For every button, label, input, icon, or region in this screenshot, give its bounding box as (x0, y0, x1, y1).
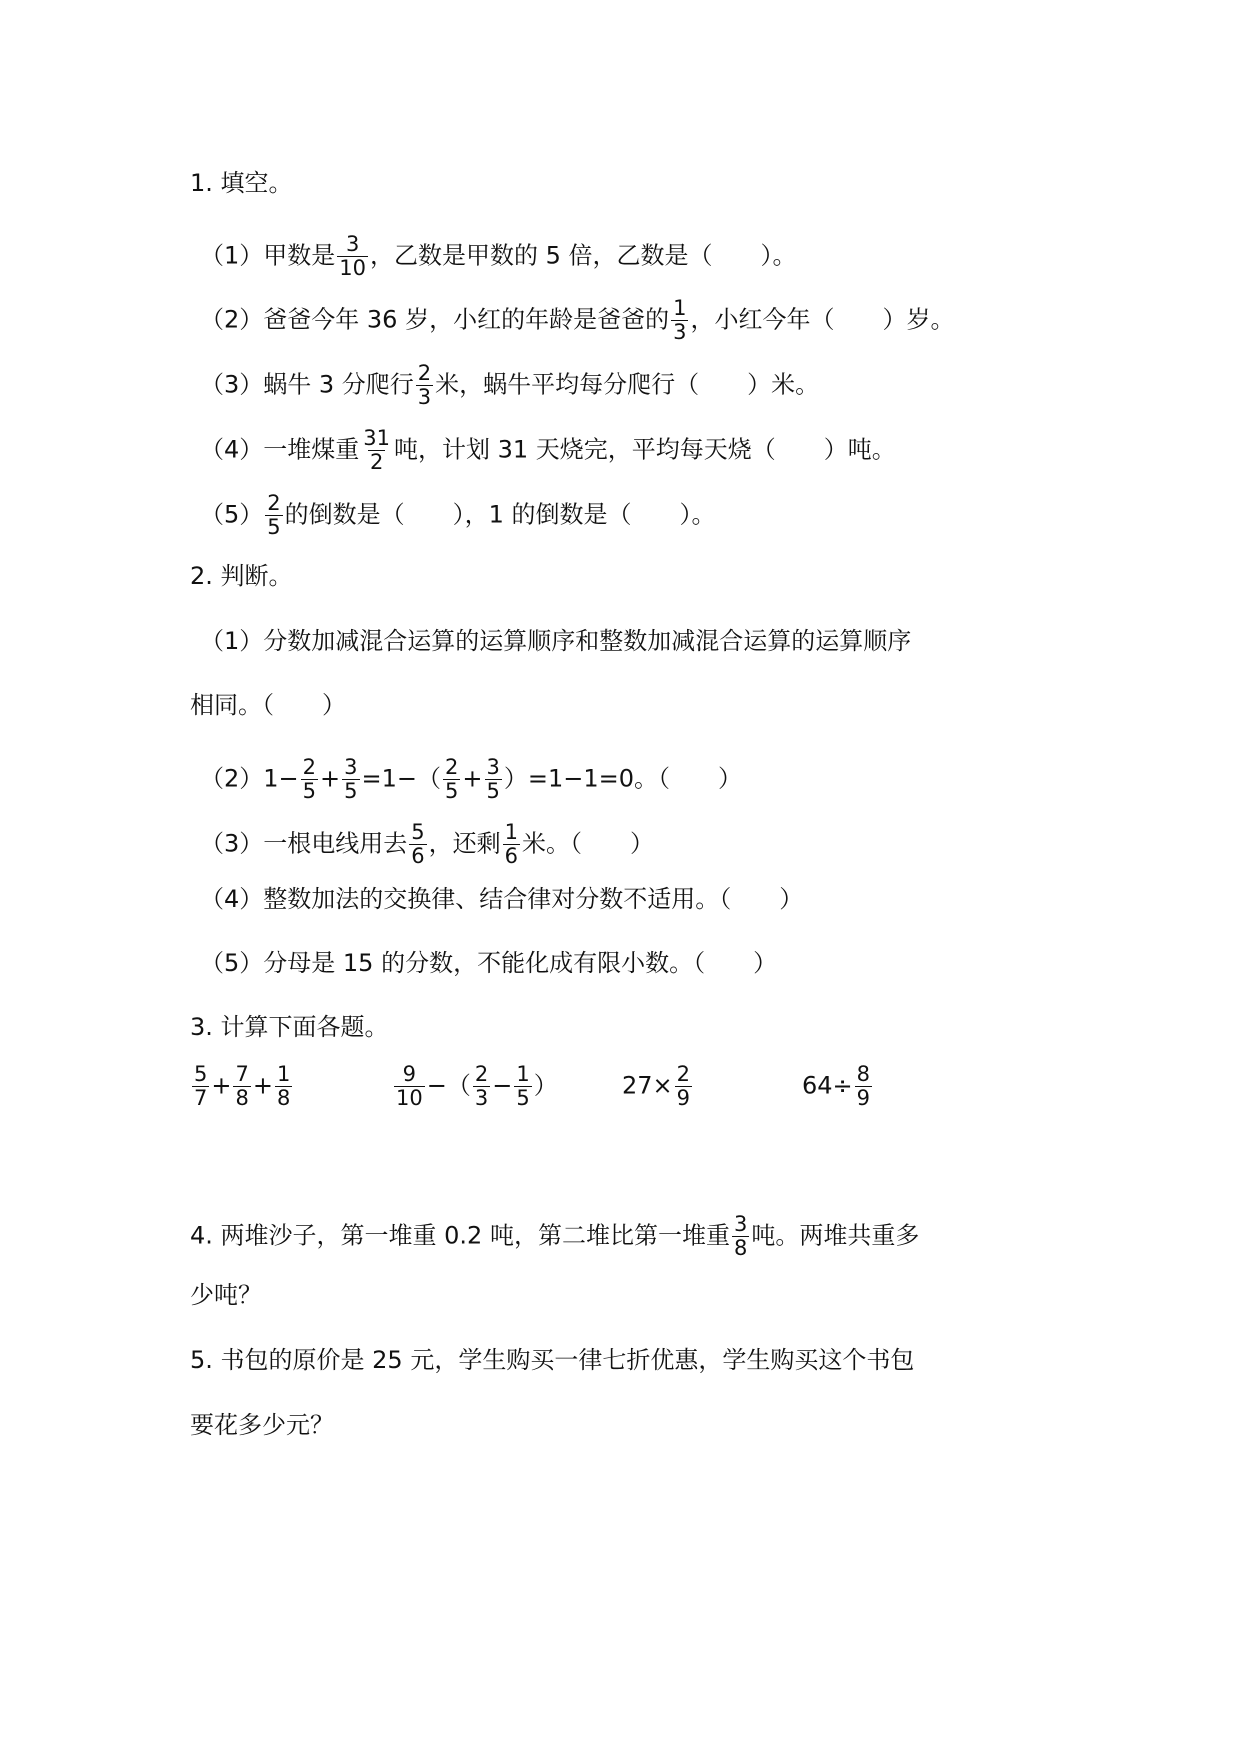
q3-heading: 3. 计算下面各题。 (190, 1013, 389, 1041)
q2-heading: 2. 判断。 (190, 562, 293, 590)
q1-item-5: （5） $\frac{2}{5}$ 的倒数是（ ），1 的倒数是（ ）。 (200, 491, 716, 539)
q5-line-2: 要花多少元？ (190, 1411, 334, 1439)
calculation-row (190, 1063, 950, 1123)
fraction: $\frac{3}{10}$ (339, 232, 367, 280)
fraction: $\frac{2}{3}$ (474, 1062, 489, 1110)
fraction: $\frac{5}{7}$ (194, 1062, 208, 1110)
fraction: $\frac{31}{2}$ (363, 426, 391, 474)
calc-expression-1: $\frac{5}{7}$ + $\frac{7}{8}$ + $\frac{1}{8}$ (194, 1062, 291, 1110)
fraction: $\frac{3}{5}$ (344, 755, 358, 803)
fraction: $\frac{2}{5}$ (267, 491, 281, 539)
fraction: $\frac{2}{5}$ (445, 755, 459, 803)
calc-expression-3: 27× $\frac{2}{9}$ (622, 1062, 691, 1110)
q1-heading: 1. 填空。 (190, 169, 293, 197)
calc-expression-2: $\frac{9}{10}$ −（ $\frac{2}{3}$ − $\frac{1}{5}$ ） (396, 1062, 558, 1110)
fraction: $\frac{1}{5}$ (516, 1062, 530, 1110)
fraction: $\frac{8}{9}$ (856, 1062, 871, 1110)
fraction: $\frac{5}{6}$ (411, 820, 425, 868)
q1-item-2: （2）爸爸今年 36 岁，小红的年龄是爸爸的 $\frac{1}{3}$ ，小红今年（ ）岁。 (200, 296, 955, 344)
q5-line-1: 5. 书包的原价是 25 元，学生购买一律七折优惠，学生购买这个书包 (190, 1346, 915, 1374)
fraction: $\frac{1}{6}$ (504, 820, 519, 868)
fraction: $\frac{9}{10}$ (396, 1062, 423, 1110)
q1-item-3: （3）蜗牛 3 分爬行 $\frac{2}{3}$ 米，蜗牛平均每分爬行（ ）米。 (200, 361, 820, 409)
fraction: $\frac{1}{8}$ (276, 1062, 291, 1110)
fraction: $\frac{3}{5}$ (486, 755, 500, 803)
q2-item-5: （5）分母是 15 的分数，不能化成有限小数。（ ） (200, 949, 778, 977)
q2-item-2: （2）1− $\frac{2}{5}$ + $\frac{3}{5}$ =1−（ $\frac{2}{5}$ + $\frac{3}{5}$ ）=1−1=0。（ ） (200, 755, 743, 803)
q2-item-3: （3）一根电线用去 $\frac{5}{6}$ ，还剩 $\frac{1}{6}$ 米。（ ） (200, 820, 655, 868)
fraction: $\frac{2}{9}$ (676, 1062, 691, 1110)
fraction: $\frac{2}{5}$ (302, 755, 317, 803)
calc-expression-4: 64÷ $\frac{8}{9}$ (802, 1062, 871, 1110)
q2-item-4: （4）整数加法的交换律、结合律对分数不适用。（ ） (200, 885, 804, 913)
fraction: $\frac{7}{8}$ (235, 1062, 249, 1110)
q4-line-1: 4. 两堆沙子，第一堆重 0.2 吨，第二堆比第一堆重 $\frac{3}{8}$ 吨。两堆共重多 (190, 1212, 920, 1260)
fraction: $\frac{3}{8}$ (733, 1212, 748, 1260)
q1-item-1: （1）甲数是 $\frac{3}{10}$ ，乙数是甲数的 5 倍，乙数是（ ）。 (200, 232, 797, 280)
q2-item-1-line-1: （1）分数加减混合运算的运算顺序和整数加减混合运算的运算顺序 (200, 627, 912, 655)
q2-item-1-line-2: 相同。（ ） (190, 691, 346, 719)
q1-item-4: （4）一堆煤重 $\frac{31}{2}$ 吨，计划 31 天烧完，平均每天烧（ ）吨。 (200, 426, 896, 474)
fraction: $\frac{2}{3}$ (417, 361, 432, 409)
q4-line-2: 少吨？ (190, 1281, 262, 1309)
fraction: $\frac{1}{3}$ (673, 296, 687, 344)
